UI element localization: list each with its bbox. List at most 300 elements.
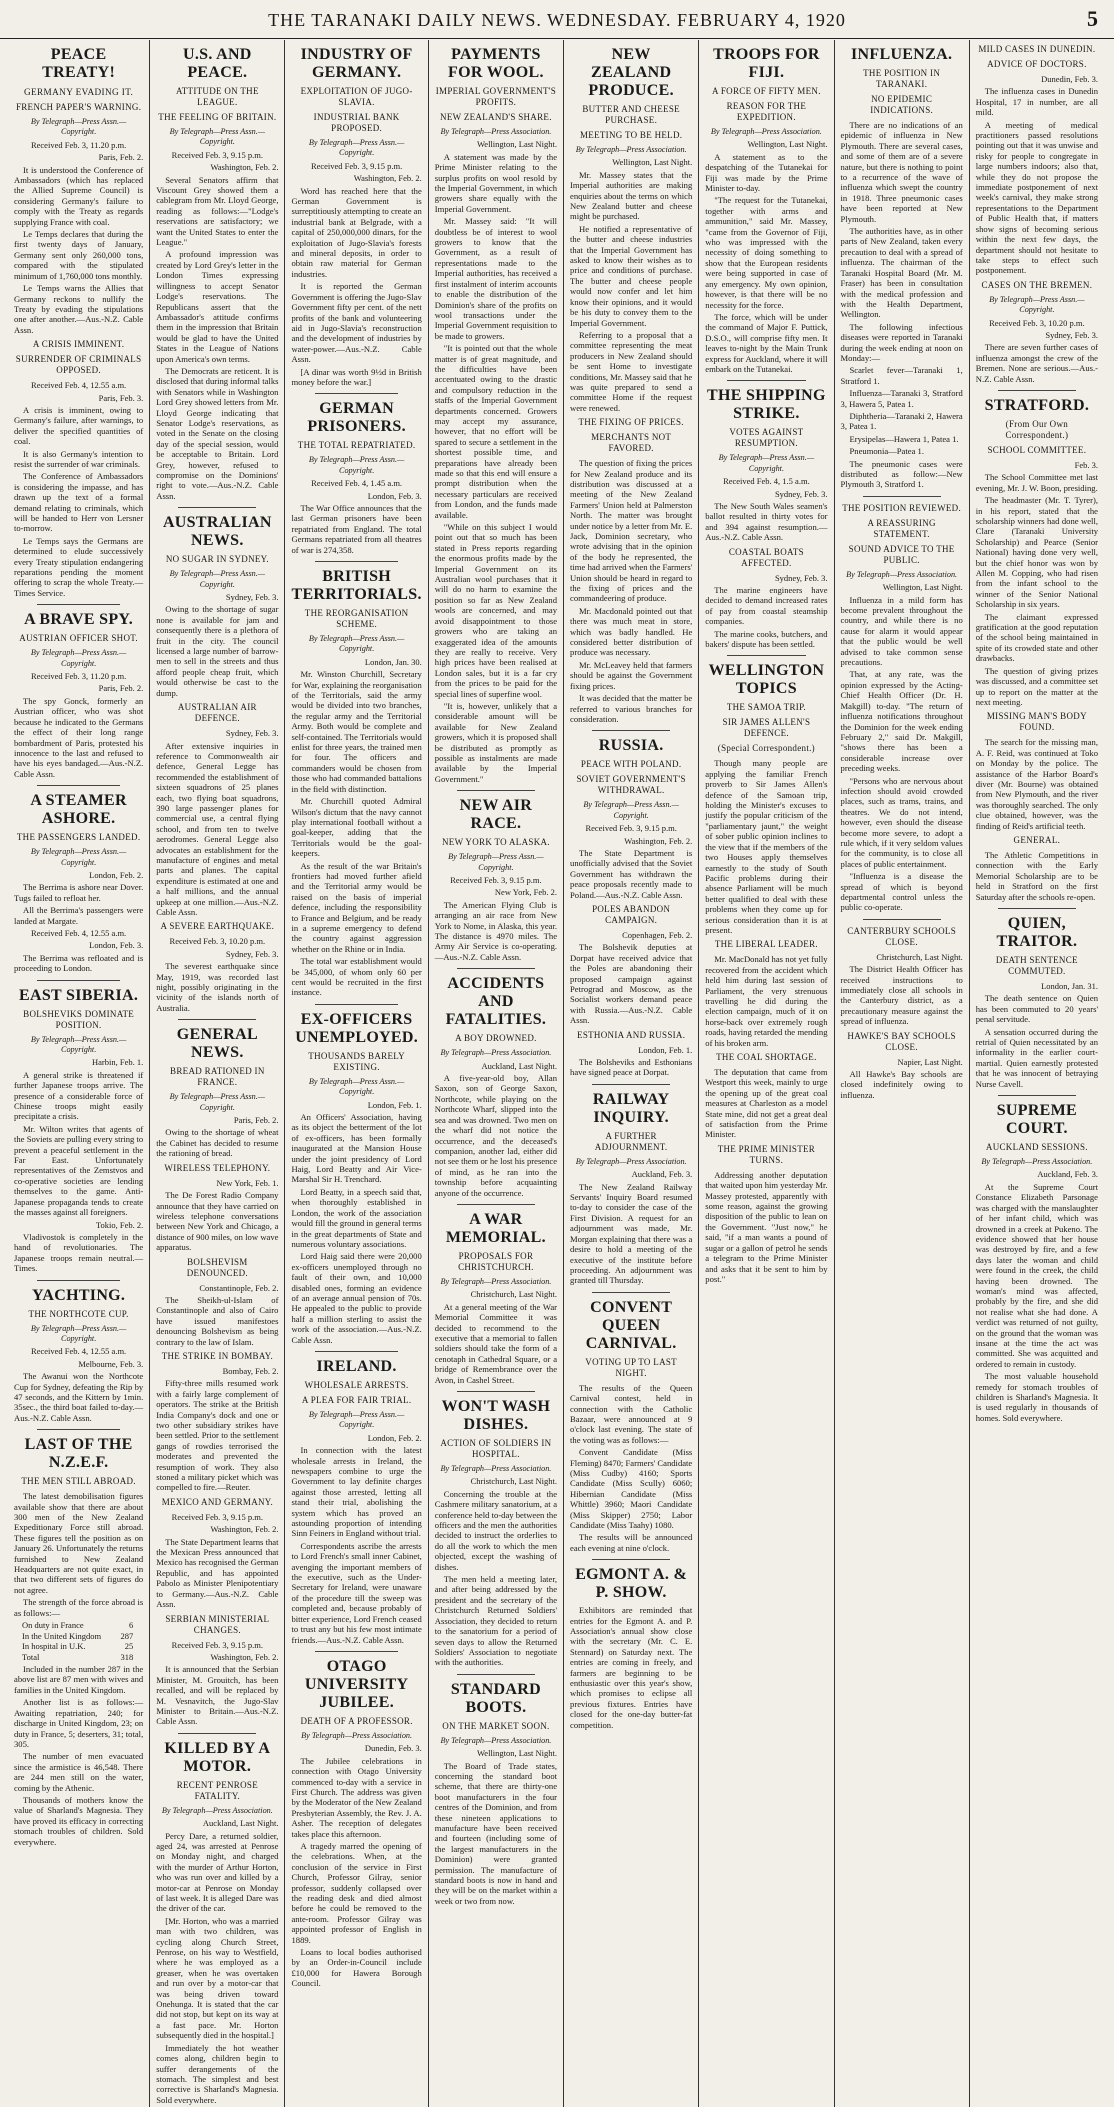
article-divider bbox=[998, 908, 1076, 909]
article-subheading: SOVIET GOVERNMENT'S WITHDRAWAL. bbox=[576, 774, 686, 796]
article-paragraph: It is also Germany's intention to resist the surrender of war criminals. bbox=[14, 448, 144, 469]
byline: By Telegraph—Press Assn.—Copyright. bbox=[308, 138, 405, 158]
article-subheading: GENERAL. bbox=[1013, 834, 1061, 845]
article-paragraph: The headmaster (Mr. T. Tyrer), in his report, stated that the scholarship winners had done well, Clare (Taranaki University Scholarship) and Pearce (Senior National) having done very well, but the chief honor was won by Allen M. Copping, who had risen from the infant school to the winner of the Senior National Scholarship in six years. bbox=[975, 495, 1098, 610]
article-subheading: NEW ZEALAND'S SHARE. bbox=[440, 112, 552, 122]
article-subheading: THE STRIKE IN BOMBAY. bbox=[161, 1350, 273, 1361]
article-paragraph: In connection with the latest wholesale arrests in Ireland, the newspapers combine to urge the Government to lay definite charges against those arrested, letting all stand their trial, abolishing the system which has proved an astounding proportion of intending Sinn Feiners in England without trial. bbox=[291, 1445, 422, 1539]
article-subheading: (From Our Own Correspondent.) bbox=[1005, 418, 1069, 440]
article-divider bbox=[315, 1351, 398, 1352]
article-paragraph: Immediately the hot weather comes along, children begin to suffer derangements of the stomach. The simplest and best corrective is Sharland's Magnesia. Sold everywhere. bbox=[156, 2042, 279, 2105]
byline: By Telegraph—Press Assn.—Copyright. bbox=[169, 127, 266, 147]
article-divider bbox=[37, 980, 120, 981]
dateline: Wellington, Last Night. bbox=[747, 139, 828, 150]
article-headline: A BRAVE SPY. bbox=[24, 611, 134, 629]
article-subheading: DEATH OF A PROFESSOR. bbox=[300, 1715, 413, 1726]
article-headline: U.S. AND PEACE. bbox=[183, 46, 252, 81]
dateline: Wellington, Last Night. bbox=[476, 139, 558, 150]
article-paragraph: The men held a meeting later, and after being addressed by the president and the secretary of the Christchurch Returned Soldiers' Association, they decided to return to the sanatorium for a period of seven days to allow the Returned Soldiers' Association to negotiate with the authorities. bbox=[434, 1574, 558, 1668]
article-paragraph: A statement as to the despatching of the Tutanekai for Fiji was made by the Prime Minister to-day. bbox=[705, 151, 828, 194]
article-paragraph: Influenza—Taranaki 3, Stratford 3, Hawera 5, Patea 1. bbox=[840, 388, 963, 409]
article-headline: RAILWAY INQUIRY. bbox=[592, 1090, 670, 1126]
article-headline: NEW AIR RACE. bbox=[459, 797, 533, 833]
article-paragraph: Vladivostok is completely in the hand of revolutionaries. The Japanese troops remain neutral.—Times. bbox=[14, 1231, 144, 1274]
article-paragraph: "Persons who are nervous about infection should avoid crowded places, such as trams, trains, and theatres. We do not intend, however, even should the disease become more severe, to adopt a rule which, if it very seldom values for the community, is to close all places of public entertainment. bbox=[840, 775, 963, 869]
article-subheading: (Special Correspondent.) bbox=[717, 743, 815, 754]
byline: By Telegraph—Press Association. bbox=[981, 1157, 1093, 1167]
article-paragraph: Concerning the trouble at the Cashmere military sanatorium, at a conference held to-day between the officers and the men the authorities decided to instruct the orderlies to do all the work to which the men objected, except the washing of dishes. bbox=[434, 1488, 558, 1572]
column-1 bbox=[14, 40, 149, 2107]
dateline: Washington, Feb. 2. bbox=[210, 162, 279, 173]
table-value: 318 bbox=[120, 1651, 134, 1662]
article-paragraph: The De Forest Radio Company announce that they have carried on wireless telephone conversations between New York and Chicago, a distance of 900 miles, on low wave apparatus. bbox=[156, 1190, 279, 1253]
byline: By Telegraph—Press Assn.—Copyright. bbox=[169, 569, 266, 589]
article-paragraph: It is announced that the Serbian Minister, M. Grouitch, has been recalled, and will be replaced by M. Vesnavitch, the Jugo-Slav Minister to Britain.—Aus.-N.Z. Cable Assn. bbox=[156, 1664, 279, 1727]
article-headline: PAYMENTS FOR WOOL. bbox=[448, 46, 544, 81]
table-label: In the United Kingdom bbox=[22, 1630, 102, 1641]
article-subheading: MEXICO AND GERMANY. bbox=[161, 1496, 273, 1507]
article-paragraph: The strength of the force abroad is as follows:— bbox=[14, 1597, 144, 1618]
article-paragraph: The question of fixing the prices for New Zealand produce and its distribution was discussed at a meeting of the New Zealand Farmers' Union held at Palmerston North. The matter was brought under notice by a letter from Mr. E. Jack, Dominion secretary, who wrote advising that in the opinion of the body he represented, the time had arrived when the Farmers' Union should be heard in regard to the fixing of prices and the commandeering of produce. bbox=[570, 458, 693, 604]
dateline: London, Feb. 2. bbox=[89, 869, 144, 880]
received-line: Received Feb. 4, 1.45 a.m. bbox=[311, 478, 403, 489]
article-subheading: COASTAL BOATS AFFECTED. bbox=[728, 546, 804, 568]
article-divider bbox=[178, 507, 256, 508]
article-subheading: ADVICE OF DOCTORS. bbox=[987, 59, 1087, 69]
dateline: Paris, Feb. 2. bbox=[98, 152, 144, 163]
byline: By Telegraph—Press Association. bbox=[575, 1156, 687, 1166]
article-subheading: ACTION OF SOLDIERS IN HOSPITAL. bbox=[440, 1438, 552, 1459]
byline: By Telegraph—Press Assn.—Copyright. bbox=[30, 648, 127, 668]
article-paragraph: Word has reached here that the German Government is surreptitiously attempting to create an industrial bank at Belgrade, with a capital of 250,000,000 dinars, for the exploitation of Jugo-Slavia's forests and mineral deposits, in order to obtain raw material for German industries. bbox=[291, 185, 422, 279]
article-divider bbox=[998, 1095, 1076, 1096]
article-subheading: DEATH SENTENCE COMMUTED. bbox=[995, 955, 1078, 976]
article-subheading: FRENCH PAPER'S WARNING. bbox=[15, 102, 142, 112]
byline: By Telegraph—Press Assn.—Copyright. bbox=[308, 1409, 405, 1430]
article-divider bbox=[592, 1559, 670, 1560]
article-paragraph: The severest earthquake since May, 1919, was recorded last night, possibly originating in the vicinity of the islands north of Australia. bbox=[156, 961, 279, 1013]
article-subheading: A BOY DROWNED. bbox=[455, 1033, 537, 1044]
dateline: London, Feb. 3. bbox=[89, 940, 144, 951]
article-paragraph: The Berrima was refloated and is proceeding to London. bbox=[14, 952, 144, 974]
article-paragraph: The State Department learns that the Mexican Press announced that Mexico has recognised the German Republic, and has appointed Pabolo as Minister Plenipotentiary to Germany.—Aus.-N.Z. Cable Assn. bbox=[156, 1536, 279, 1610]
article-paragraph: After extensive inquiries in reference to Commonwealth air defence, General Legge has recommended the establishment of sixteen squadrons of 25 planes each, two flying boat squadrons, 390 large passenger planes for commercial use, a central flying school, and from ten to twelve aerodromes. General Legge also advocates an establishment for the manufacture of engines and metal parts and planes. The capital expenditure is estimated at one and a half millions, and the annual upkeep at one million.—Aus.-N.Z. Cable Assn. bbox=[156, 740, 279, 917]
byline: By Telegraph—Press Association. bbox=[846, 569, 958, 579]
article-headline: OTAGO UNIVERSITY JUBILEE. bbox=[304, 1657, 409, 1711]
dateline: London, Jan. 30. bbox=[364, 656, 422, 667]
article-paragraph: A meeting of medical practitioners passed resolutions pointing out that it was unwise and risky for people to congregate in large numbers indoors; also that, while they do not propose the immediate postponement of next week's carnival, they make strong representations to the Department of Public Health that, if matters show signs of becoming serious within the next few days, the department should not hesitate to take steps to effect such postponement. bbox=[975, 119, 1098, 276]
article-subheading: SURRENDER OF CRIMINALS OPPOSED. bbox=[15, 354, 142, 376]
article-paragraph: Convent Candidate (Miss Fleming) 8470; Farmers' Candidate (Miss Cudby) 4160; Sports Candidate (Miss Scully) 6060; Hibernian Candidate (Miss Whittle) 3960; Maori Candidate (Miss Skipper) 2750; Labor Candidate (Miss Taahy) 1080. bbox=[570, 1447, 693, 1530]
received-line: Received Feb. 3, 9.15 p.m. bbox=[171, 1511, 264, 1522]
article-paragraph: "It is pointed out that the whole matter is of great magnitude, and the difficulties have been accentuated owing to the drastic and compulsory reduction in the staffs of the Imperial Government departments concerned. Growers may accept my assurance, however, that no effort will be spared to secure a settlement in the shortest possible time, and preparations have already been made so that this end will ensure a prompt distribution when the necessary particulars are received from London, and the funds made available. bbox=[434, 343, 558, 520]
article-paragraph: The Board of Trade states, concerning the standard boot scheme, that there are thirty-one boot manufacturers in the four centres of the Dominion, and from these nineteen applications to manufacture have been received and fourteen (including some of the largest manufacturers in the Dominion) were granted permission. The manufacture of standard boots is now in hand and they will be on the market within a week or two from now. bbox=[434, 1760, 558, 1906]
article-headline: IRELAND. bbox=[316, 1357, 397, 1375]
article-subheading: EXPLOITATION OF JUGO-SLAVIA. bbox=[300, 86, 413, 107]
article-headline: THE SHIPPING STRIKE. bbox=[707, 387, 826, 423]
article-subheading: VOTING UP TO LAST NIGHT. bbox=[585, 1356, 677, 1378]
dateline: Feb. 3. bbox=[1074, 459, 1098, 470]
columns-container bbox=[14, 40, 1104, 2105]
article-subheading: NO EPIDEMIC INDICATIONS. bbox=[870, 94, 934, 115]
article-paragraph: Mr. Massey said: "It will doubtless be of interest to wool growers to know that the Government, as a result of representations made to the Imperial authorities, has received a first instalment of interim accounts to enable the distribution of the Dominion's share of the profits on wool transactions under the Imperial Government requisition to be made to growers. bbox=[434, 216, 558, 341]
article-subheading: THE TOTAL REPATRIATED. bbox=[297, 440, 416, 451]
article-subheading: THOUSANDS BARELY EXISTING. bbox=[308, 1050, 405, 1072]
article-subheading: ATTITUDE ON THE LEAGUE. bbox=[175, 86, 259, 107]
dateline: Sydney, Feb. 3. bbox=[225, 948, 279, 959]
received-line: Received Feb. 3, 10.20 p.m. bbox=[989, 317, 1085, 328]
article-subheading: A PLEA FOR FAIR TRIAL. bbox=[301, 1394, 412, 1405]
article-paragraph: The deputation that came from Westport this week, mainly to urge the opening up of the great coal measures at Charleston as a model State mine, did not get a great deal of satisfaction from the Prime Minister. bbox=[705, 1067, 828, 1140]
dateline: Dunedin, Feb. 3. bbox=[1041, 74, 1098, 84]
article-paragraph: The New South Wales seamen's ballot resulted in thirty votes for and 394 against resumption.—Aus.-N.Z. Cable Assn. bbox=[705, 500, 828, 543]
table-label: Total bbox=[22, 1651, 40, 1662]
article-paragraph: [Mr. Horton, who was a married man with two children, was cycling along Church Street, Penrose, on his way to Westfield, where he was employed as a greaser, when he was overtaken and run over by a motor-car that was being driven toward Onehunga. It is stated that the car did not stop, but kept on its way at a fast pace. Mr. Horton subsequently died in the hospital.] bbox=[156, 1915, 279, 2041]
dateline: Christchurch, Last Night. bbox=[876, 951, 963, 962]
dateline: Auckland, Feb. 3. bbox=[631, 1169, 693, 1180]
dateline: Bombay, Feb. 2. bbox=[222, 1365, 279, 1376]
byline: By Telegraph—Press Assn.—Copyright. bbox=[448, 852, 544, 872]
article-headline: A STEAMER ASHORE. bbox=[30, 792, 127, 828]
article-divider bbox=[727, 655, 805, 656]
column-3 bbox=[284, 40, 427, 2107]
article-paragraph: As the result of the war Britain's frontiers had moved further afield and the Territorial army would be raised on the basis of imperial defence, including the responsibility to France and Belgium, and be ready in a supreme emergency to defend the country against aggression whether on the Rhine or in India. bbox=[291, 860, 422, 954]
article-paragraph: The Awanui won the Northcote Cup for Sydney, defeating the Rip by 47 seconds, and the Kittern by 1min. 35sec., the third boat failed to-day.—Aus.-N.Z. Cable Assn. bbox=[14, 1371, 144, 1423]
article-subheading: MEETING TO BE HELD. bbox=[579, 130, 683, 140]
dateline: Washington, Feb. 2. bbox=[210, 1651, 279, 1662]
dateline: London, Feb. 1. bbox=[638, 1044, 693, 1055]
article-paragraph: The Athletic Competitions in connection with the Early Memorial Scholarship are to be held in Stratford on the first Saturday after the schools re-open. bbox=[975, 849, 1098, 902]
dateline: Paris, Feb. 3. bbox=[98, 392, 144, 403]
article-paragraph: The marine cooks, butchers, and bakers' dispute has been settled. bbox=[705, 628, 828, 650]
article-subheading: REASON FOR THE EXPEDITION. bbox=[726, 101, 807, 122]
article-subheading: MERCHANTS NOT FAVORED. bbox=[591, 432, 672, 454]
table-value: 6 bbox=[128, 1620, 134, 1631]
dateline: Melbourne, Feb. 3. bbox=[78, 1358, 144, 1369]
dateline: London, Feb. 1. bbox=[367, 1099, 422, 1110]
dateline: Washington, Feb. 2. bbox=[210, 1524, 279, 1535]
article-subheading: AUCKLAND SESSIONS. bbox=[985, 1142, 1088, 1153]
article-headline: TROOPS FOR FIJI. bbox=[713, 46, 820, 81]
article-paragraph: Addressing another deputation that waited upon him yesterday Mr. Massey protested, apparently with some reason, against the growing disposition of the public to lean on the Government. "Just now," he said, "if a man wants a pound of sugar or a gallon of petrol he sends a telegram to the Prime Minister and asks that it be sent to him by post." bbox=[705, 1169, 828, 1284]
article-paragraph: The Bolsheviks and Esthonians have signed peace at Dorpat. bbox=[570, 1057, 693, 1078]
received-line: Received Feb. 4, 12.55 a.m. bbox=[31, 1346, 127, 1357]
byline: By Telegraph—Press Assn.—Copyright. bbox=[583, 800, 679, 820]
article-subheading: THE COAL SHORTAGE. bbox=[716, 1052, 817, 1062]
article-subheading: A FURTHER ADJOURNMENT. bbox=[594, 1130, 668, 1152]
column-7 bbox=[834, 40, 969, 2107]
byline: By Telegraph—Press Assn.—Copyright. bbox=[718, 453, 815, 473]
article-headline: QUIEN, TRAITOR. bbox=[996, 915, 1078, 950]
article-paragraph: The New Zealand Railway Servants' Inquiry Board resumed to-day to consider the case of the First Division. A request for an adjournment was made, Mr. Morgan explaining that there was a desire to hold a meeting of the executive of the institute before proceeding. An adjournment was granted till Thursday. bbox=[570, 1181, 693, 1286]
byline: By Telegraph—Press Association. bbox=[440, 1735, 552, 1745]
article-paragraph: Percy Dare, a returned soldier, aged 24, was arrested at Penrose on Monday night, and charged with the murder of Arthur Horton, who was run over and killed by a motor-car at Penrose on Monday of last week. It is alleged Dare was the driver of the car. bbox=[156, 1830, 279, 1914]
byline: By Telegraph—Press Assn.—Copyright. bbox=[30, 847, 127, 867]
article-paragraph: The Democrats are reticent. It is disclosed that during informal talks with Senators while in Washington Lord Grey showed letters from Mr. Lloyd George indicating that Senator Lodge's reservations, as voted in the Senate on the closing day of the special session, would be acceptable to Britain. Lord Grey, however, refused to compromise on the Dominions' right to vote.—Aus.-N.Z. Cable Assn. bbox=[156, 365, 279, 501]
article-divider bbox=[315, 1651, 398, 1652]
article-paragraph: A general strike is threatened if further Japanese troops arrive. The presence of a considerable force of Chinese troops might easily precipitate a crisis. bbox=[14, 1069, 144, 1122]
article-paragraph: A five-year-old boy, Allan Saxon, son of George Saxon, Northcote, while playing on the Northcote Wharf, slipped into the sea and was drowned. Two men on the wharf did not notice the occurrence, and the deceased's companion, another lad, either did not see them or he lost his presence of mind, as he ran into the township before acquainting anyone of the occurrence. bbox=[434, 1073, 558, 1198]
article-paragraph: The School Committee met last evening, Mr. J. W. Boon, presiding. bbox=[975, 472, 1098, 493]
dateline: Washington, Feb. 2. bbox=[624, 835, 693, 846]
article-paragraph: Another list is as follows:—Awaiting repatriation, 240; for discharge in United Kingdom, 23; on duty in France, 5; deserters, 31; total, 305. bbox=[14, 1697, 144, 1749]
article-subheading: CASES ON THE BREMEN. bbox=[981, 279, 1093, 290]
article-headline: WELLINGTON TOPICS bbox=[708, 662, 825, 698]
article-paragraph: Mr. Winston Churchill, Secretary for War, explaining the reorganisation of the Territorials, said the army would be divided into two branches, the regular army and the Territorial Army. Both would be complete and self-contained. The Territorials would enlist for three years, the trained men for four. The officers and commanders would be chosen from those who had commanded battalions in the field with distinction. bbox=[291, 669, 422, 794]
article-subheading: THE MEN STILL ABROAD. bbox=[21, 1476, 136, 1487]
received-line: Received Feb. 3, 10.20 p.m. bbox=[169, 936, 266, 947]
article-subheading: VOTES AGAINST RESUMPTION. bbox=[729, 427, 804, 449]
article-paragraph: Fifty-three mills resumed work with a fairly large complement of operators. The strike at the British India Company's dock and one or two other subsidiary strikes have been settled. Prior to the settlement gangs of rowdies terrorised the moderates and prevented the resumption of work. They also stoned a military picket which was compelled to fire.—Reuter. bbox=[156, 1378, 279, 1493]
received-line: Received Feb. 4, 1.5 a.m. bbox=[723, 476, 810, 487]
article-paragraph: Thousands of mothers know the value of Sharland's Magnesia. They have proved its efficacy in correcting stomach troubles of children. Sold everywhere. bbox=[14, 1794, 144, 1847]
article-paragraph: The Conference of Ambassadors is considering the impasse, and has drawn up the text of a formal demand relating to criminals, which will be handed to Herr von Lersner to-morrow. bbox=[14, 471, 144, 534]
article-headline: GENERAL NEWS. bbox=[176, 1026, 258, 1062]
received-line: Received Feb. 3, 11.20 p.m. bbox=[30, 671, 127, 682]
article-paragraph: Lord Haig said there were 20,000 ex-officers unemployed through no fault of their own, and 10,000 disabled ones, forming an evidence of an average annual pension of 70s. He appealed to the public to provide half a million sterling to assist the work of the association.—Aus.-N.Z. Cable Assn. bbox=[291, 1251, 422, 1345]
article-subheading: PEACE WITH POLAND. bbox=[580, 759, 682, 770]
article-paragraph: The Jubilee celebrations in connection with Otago University commenced to-day with a service in First Church. The address was given by the Moderator of the New Zealand Presbyterian Assembly, the Rev. J. A. Asher. The reception of delegates takes place this afternoon. bbox=[291, 1755, 422, 1839]
article-paragraph: Pneumonia—Patea 1. bbox=[849, 446, 924, 457]
article-subheading: MILD CASES IN DUNEDIN. bbox=[978, 44, 1096, 54]
article-subheading: AUSTRIAN OFFICER SHOT. bbox=[19, 633, 138, 644]
dateline: Constantinople, Feb. 2. bbox=[199, 1282, 279, 1293]
byline: By Telegraph—Press Assn.—Copyright. bbox=[308, 634, 405, 654]
article-paragraph: The latest demobilisation figures available show that there are about 300 men of the New Zealand Expeditionary Force still abroad. These figures tell the position as on January 26. Unfortunately the returns furnished to New Zealand Headquarters are not quite exact, in that two different sets of figures do not agree. bbox=[14, 1491, 144, 1595]
article-divider bbox=[315, 393, 398, 394]
article-subheading: THE NORTHCOTE CUP. bbox=[28, 1308, 129, 1319]
article-headline: ACCIDENTS AND FATALITIES. bbox=[445, 975, 547, 1029]
article-paragraph: The spy Gonck, formerly an Austrian officer, who was shot because he indicated to the Germans the effect of their long range bombardment of Paris, protested his innocence to the last and refused to have his eyes bandaged.—Aus.-N.Z. Cable Assn. bbox=[14, 695, 144, 779]
dateline: Tokio, Feb. 2. bbox=[95, 1219, 144, 1230]
article-paragraph: Referring to a proposal that a committee representing the meat producers in New Zealand should be sent Home to investigate conditions, Mr. Massey said that he was quite prepared to send a committee Home if the request were renewed. bbox=[570, 329, 693, 413]
article-paragraph: The War Office announces that the last German prisoners have been repatriated from England. The total Germans repatriated from all theatres of war is 274,358. bbox=[291, 502, 422, 555]
dateline: Sydney, Feb. 3. bbox=[225, 592, 279, 603]
table-value: 287 bbox=[120, 1630, 134, 1641]
article-headline: EX-OFFICERS UNEMPLOYED. bbox=[295, 1010, 419, 1046]
dateline: Sydney, Feb. 3. bbox=[774, 488, 828, 499]
article-paragraph: The death sentence on Quien has been commuted to 20 years' penal servitude. bbox=[975, 993, 1098, 1025]
dateline: Auckland, Last Night. bbox=[202, 1818, 279, 1829]
article-paragraph: Owing to the shortage of sugar none is available for jam and consequently there is a plethora of fruit in the city. The council licensed a large number of barrow-men to sell in the streets and thus afford people cheap fruit, which would otherwise be cast to the dump. bbox=[156, 604, 279, 698]
dateline: Harbin, Feb. 1. bbox=[92, 1057, 144, 1068]
article-headline: EAST SIBERIA. bbox=[19, 986, 139, 1004]
article-paragraph: The total war establishment would be 345,000, of whom only 60 per cent would be recruited in the first instance. bbox=[291, 956, 422, 998]
article-subheading: A REASSURING STATEMENT. bbox=[867, 517, 936, 539]
article-headline: NEW ZEALAND PRODUCE. bbox=[588, 46, 674, 99]
article-divider bbox=[592, 1084, 670, 1085]
dateline: Washington, Feb. 2. bbox=[353, 173, 422, 184]
dateline: Christchurch, Last Night. bbox=[470, 1289, 558, 1300]
byline: By Telegraph—Press Assn.—Copyright. bbox=[30, 117, 127, 137]
article-subheading: THE POSITION REVIEWED. bbox=[842, 502, 962, 513]
article-paragraph: Diphtheria—Taranaki 2, Hawera 3, Patea 1. bbox=[840, 410, 963, 432]
article-subheading: THE FIXING OF PRICES. bbox=[578, 417, 684, 428]
article-paragraph: Le Temps declares that during the first twenty days of January, Germany sent only 260,000 tons, compared with the stipulated minimum of 1,760,000 tons monthly. bbox=[14, 229, 144, 281]
article-paragraph: At the Supreme Court Constance Elizabeth Parsonage was charged with the manslaughter of her infant child, which was drowned in a creek at Pukeno. The evidence showed that her house was destroyed by fire, and a few days later the woman and child were found in the creek, the child having been drowned. The woman's mind was affected, probably by the fire, and she did not realise what she had done. A verdict was returned of not guilty, on the ground that the woman was insane at the time the act was committed. She was acquitted and ordered to remain in custody. bbox=[975, 1181, 1098, 1369]
article-subheading: AUSTRALIAN AIR DEFENCE. bbox=[177, 702, 257, 724]
column-2 bbox=[149, 40, 284, 2107]
article-divider bbox=[998, 390, 1076, 391]
article-paragraph: Le Temps warns the Allies that Germany reckons to nullify the Treaty by evading the stipulations one after another.—Aus.-N.Z. Cable Assn. bbox=[14, 283, 144, 335]
article-paragraph: He notified a representative of the butter and cheese industries that the Imperial Government has asked to know their wishes as to price and conditions of purchase. The butter and cheese people would now confer and let him know their opinions, and it would be his duty to convey them to the Imperial Government. bbox=[570, 223, 693, 328]
article-paragraph: Several Senators affirm that Viscount Grey showed them a cablegram from Mr. Lloyd George, reading as follows:—"Lodge's reservations are satisfactory; we want the United States to enter the League." bbox=[156, 174, 279, 248]
article-subheading: WHOLESALE ARRESTS. bbox=[304, 1379, 409, 1390]
article-paragraph: "Influenza is a disease the spread of which is beyond departmental control unless the public co-operate. bbox=[840, 871, 963, 913]
article-subheading: MISSING MAN'S BODY FOUND. bbox=[986, 711, 1087, 733]
article-paragraph: The Bolshevik deputies at Dorpat have received advice that the Poles are abandoning their proposed campaign against Petrograd and Moscow, as the Socialist workers demand peace with Russia.—Aus.-N.Z. Cable Assn. bbox=[570, 942, 693, 1026]
article-headline: BRITISH TERRITORIALS. bbox=[291, 568, 422, 603]
dateline: Auckland, Last Night. bbox=[481, 1060, 558, 1071]
article-headline: RUSSIA. bbox=[598, 737, 664, 755]
received-line: Received Feb. 3, 9.15 p.m. bbox=[310, 160, 403, 171]
dateline: Paris, Feb. 2. bbox=[233, 1115, 279, 1126]
dateline: Sydney, Feb. 3. bbox=[774, 572, 828, 583]
byline: By Telegraph—Press Association. bbox=[575, 145, 687, 154]
article-headline: STRATFORD. bbox=[984, 396, 1090, 414]
dateline: Wellington, Last Night. bbox=[476, 1748, 558, 1759]
article-paragraph: Mr. Churchill quoted Admiral Wilson's dictum that the navy cannot play international football without a goal-keeper, adding that the Territorials would be the goal-keepers. bbox=[291, 796, 422, 859]
byline: By Telegraph—Press Association. bbox=[301, 1730, 413, 1740]
column-5 bbox=[563, 40, 698, 2107]
byline: By Telegraph—Press Assn.—Copyright. bbox=[308, 1076, 405, 1097]
received-line: Received Feb. 4, 12.55 a.m. bbox=[31, 380, 127, 391]
article-divider bbox=[592, 1292, 670, 1293]
article-divider bbox=[863, 496, 941, 497]
dateline: Napier, Last Night. bbox=[897, 1056, 963, 1067]
article-paragraph: Le Temps says the Germans are determined to elude successively every Treaty stipulation endangering reparations pending the moment offering to scrap the whole Treaty.—Times Service. bbox=[14, 535, 144, 598]
article-paragraph: The following infectious diseases were reported in Taranaki during the week ending at noon on Monday:— bbox=[840, 321, 963, 363]
article-paragraph: At a general meeting of the War Memorial Committee it was decided to recommend to the executive that a memorial to fallen soldiers should take the form of a cenotaph in Cathedral Square, or a bridge of Remembrance over the Avon, in Cashel Street. bbox=[434, 1301, 558, 1385]
article-paragraph: Owing to the shortage of wheat the Cabinet has decided to resume the rationing of bread. bbox=[156, 1127, 279, 1159]
article-headline: CONVENT QUEEN CARNIVAL. bbox=[585, 1298, 677, 1352]
article-paragraph: Though many people are applying the familiar French proverb to Sir James Allen's defence of the Samoan trip, holding the Minister's excuses to justify the popular criticism of the "parliamentary jaunt," the weight of sober public opinion inclines to the view that if the members of the two Houses apply themselves earnestly to the study of South Pacific problems during their absence Parliament will be much better qualified to deal with these problems when they come up for serious consideration than it is at present. bbox=[705, 758, 828, 935]
article-paragraph: The pneumonic cases were distributed as follow:—New Plymouth 3, Stratford 1. bbox=[840, 458, 963, 490]
article-subheading: SIR JAMES ALLEN'S DEFENCE. bbox=[722, 717, 811, 739]
article-divider bbox=[37, 604, 120, 605]
article-paragraph: A tragedy marred the opening of the celebrations. When, at the conclusion of the service in First Church, Professor Gilray, senior professor, suddenly collapsed over the reading desk and died almost before he could be removed to the ante-room. Professor Gilray was appointed professor of English in 1889. bbox=[291, 1840, 422, 1945]
column-6 bbox=[698, 40, 833, 2107]
article-paragraph: Scarlet fever—Taranaki 1, Stratford 1. bbox=[840, 365, 963, 386]
article-headline: YACHTING. bbox=[31, 1286, 126, 1304]
article-paragraph: The force, which will be under the command of Major F. Puttick, D.S.O., will comprise fifty men. It leaves to-night by the Main Trunk express for Auckland, where it will embark on the Tutanekai. bbox=[705, 311, 828, 374]
received-line: Received Feb. 3, 9.15 p.m. bbox=[585, 823, 677, 834]
masthead-title: THE TARANAKI DAILY NEWS. WEDNESDAY. FEBRUARY 4, 1920 bbox=[268, 10, 846, 30]
article-divider bbox=[592, 730, 670, 731]
article-paragraph: Mr. MacDonald has not yet fully recovered from the accident which held him during last session of Parliament, the very strenuous travelling he did during the election campaign, much of it on horse-back over extremely rough roads, having retarded the mending of his broken arm. bbox=[705, 954, 828, 1048]
byline: By Telegraph—Press Assn.—Copyright. bbox=[308, 455, 405, 475]
dateline: Wellington, Last Night. bbox=[882, 582, 963, 593]
article-subheading: INDUSTRIAL BANK PROPOSED. bbox=[313, 112, 400, 133]
article-paragraph: It was decided that the matter be referred to various branches for consideration. bbox=[570, 693, 693, 724]
article-paragraph: The Berrima is ashore near Dover. Tugs failed to refloat her. bbox=[14, 882, 144, 903]
dateline: New York, Feb. 2. bbox=[494, 887, 558, 898]
dateline: London, Jan. 31. bbox=[1041, 981, 1098, 991]
article-subheading: THE FEELING OF BRITAIN. bbox=[158, 112, 277, 122]
article-paragraph: "While on this subject I would point out that so much has been stated in Press reports regarding the enormous profits made by the Imperial Government on its Australian wool purchases that it will do no harm to examine the position so far as New Zealand wools are concerned, and may avoid disappointment to those growers who are taking an exaggerated idea of the amounts they are really to receive. Very high prices have been realised at London sales, but it is a far cry from the prices to be paid for the special lines of superfine wool. bbox=[434, 522, 558, 699]
article-divider bbox=[863, 919, 941, 920]
article-subheading: THE REORGANISATION SCHEME. bbox=[304, 608, 409, 629]
article-paragraph: There are no indications of an epidemic of influenza in New Plymouth. There are several cases, and some of them are of a severe nature, but there is nothing to point to a recurrence of the wave of influenza which swept the country in 1918. Three pneumonic cases have been reported at New Plymouth. bbox=[840, 120, 963, 224]
dateline: London, Feb. 2. bbox=[367, 1432, 422, 1443]
article-subheading: POLES ABANDON CAMPAIGN. bbox=[592, 903, 671, 925]
article-paragraph: That, at any rate, was the opinion expressed by the Acting-Chief Health Officer (Dr. H. Makgill) to-day. "The return of influenza notifications throughout the Dominion for the week ending February 2," said Dr. Makgill, "shows there has been a considerable increase over preceding weeks. bbox=[840, 669, 963, 774]
received-line: Received Feb. 3, 11.20 p.m. bbox=[30, 139, 127, 150]
byline: By Telegraph—Press Association. bbox=[710, 127, 822, 136]
dateline: Auckland, Feb. 3. bbox=[1037, 1169, 1098, 1180]
article-paragraph: A sensation occurred during the retrial of Quien necessitated by an informality in the earlier court-martial. Quien earnestly protested that he was innocent of betraying Nurse Cavell. bbox=[975, 1026, 1098, 1089]
byline: By Telegraph—Press Association. bbox=[440, 1048, 552, 1058]
article-paragraph: All the Berrima's passengers were landed at Margate. bbox=[14, 905, 144, 926]
page-number: 5 bbox=[1087, 6, 1098, 31]
article-headline: A WAR MEMORIAL. bbox=[445, 1210, 546, 1246]
article-paragraph: A statement was made by the Prime Minister relating to the surplus profits on wool resold by the Imperial Government, in which growers share equally with the Imperial Government. bbox=[434, 151, 558, 214]
article-headline: LAST OF THE N.Z.E.F. bbox=[24, 1436, 133, 1472]
dateline: Paris, Feb. 2. bbox=[98, 683, 144, 694]
article-divider bbox=[315, 1004, 398, 1005]
dateline: Dunedin, Feb. 3. bbox=[364, 1743, 422, 1754]
article-divider bbox=[727, 380, 805, 381]
article-paragraph: The State Department is unofficially advised that the Soviet Government has withdrawn the peace proposals recently made to Poland.—Aus.-N.Z. Cable Assn. bbox=[570, 847, 693, 900]
article-subheading: GERMANY EVADING IT. bbox=[23, 87, 134, 97]
article-subheading: BOLSHEVIKS DOMINATE POSITION. bbox=[23, 1008, 135, 1030]
article-subheading: SERBIAN MINISTERIAL CHANGES. bbox=[165, 1613, 270, 1635]
article-subheading: NEW YORK TO ALASKA. bbox=[441, 837, 550, 848]
received-line: Received Feb. 3, 9.15 p.m. bbox=[171, 149, 264, 160]
dateline: Copenhagen, Feb. 2. bbox=[622, 929, 693, 940]
dateline: Sydney, Feb. 3. bbox=[225, 728, 279, 739]
article-paragraph: "It is, however, unlikely that a considerable amount will be available for New Zealand growers, which it is proposed shall be distributed as promptly as possible as instalments are made available by the Imperial Government." bbox=[434, 700, 558, 784]
figures-table bbox=[22, 1620, 143, 1662]
article-paragraph: All Hawke's Bay schools are closed indefinitely owing to influenza. bbox=[840, 1069, 963, 1100]
article-paragraph: The results of the Queen Carnival contest, held in connection with the Catholic Bazaar, were announced at 9 o'clock last evening. The state of the voting was as follows:— bbox=[570, 1382, 693, 1445]
article-paragraph: Exhibitors are reminded that entries for the Egmont A. and P. Association's annual show close with the secretary (Mr. C. E. Stennard) on Saturday next. The entries are coming in freely, and farmers are beginning to be enthusiastic over this year's show, which promises to eclipse all previous fixtures. Entries have closed for the one-day butter-fat competition. bbox=[570, 1605, 693, 1730]
article-paragraph: Influenza in a mild form has become prevalent throughout the country, and while there is no cause for alarm it would appear that the public would be well advised to take common sense precautions. bbox=[840, 594, 963, 668]
article-subheading: BOLSHEVISM DENOUNCED. bbox=[186, 1256, 248, 1278]
article-divider bbox=[457, 968, 535, 969]
dateline: Wellington, Last Night. bbox=[612, 157, 693, 168]
article-subheading: NO SUGAR IN SYDNEY. bbox=[165, 554, 269, 565]
article-divider bbox=[37, 785, 120, 786]
article-paragraph: The American Flying Club is arranging an air race from New York to Nome, in Alaska, this year. The distance is 4970 miles. The Army Air Service is co-operating.—Aus.-N.Z. Cable Assn. bbox=[434, 899, 558, 962]
article-subheading: SCHOOL COMMITTEE. bbox=[987, 444, 1087, 455]
article-divider bbox=[37, 1280, 120, 1281]
article-headline: INFLUENZA. bbox=[851, 46, 953, 63]
table-label: On duty in France bbox=[22, 1620, 84, 1631]
column-4 bbox=[428, 40, 563, 2107]
article-headline: INDUSTRY OF GERMANY. bbox=[300, 46, 413, 81]
article-subheading: A SEVERE EARTHQUAKE. bbox=[160, 921, 275, 932]
column-8 bbox=[969, 40, 1104, 2107]
article-paragraph: [A dinar was worth 9½d in British money before the war.] bbox=[291, 366, 422, 387]
article-paragraph: Mr. McLeavey held that farmers should be against the Government fixing prices. bbox=[570, 659, 693, 691]
article-subheading: THE PRIME MINISTER TURNS. bbox=[717, 1143, 816, 1165]
article-paragraph: The claimant expressed gratification at the good reputation of the school being maintained in spite of its crowded state and other drawbacks. bbox=[975, 611, 1098, 664]
article-paragraph: It is understood the Conference of Ambassadors (which has replaced the Allied Supreme Council) is considering Germany's failure to comply with the Treaty as regards supplying France with coal. bbox=[14, 164, 144, 227]
article-paragraph: "The request for the Tutanekai, together with arms and ammunition," said Mr. Massey, "came from the Governor of Fiji, who was impressed with the necessity of doing something to show that the European residents were being supported in case of any emergency. My own opinion, however, is that there will be no necessity for the force. bbox=[705, 195, 828, 310]
article-headline: GERMAN PRISONERS. bbox=[307, 400, 406, 436]
article-paragraph: An Officers' Association, having as its object the betterment of the lot of ex-officers, has been formally inaugurated at the Mansion House under the joint presidency of Lord Haig, Lord Beatty and Air Vice-Marshal Sir H. Trenchard. bbox=[291, 1112, 422, 1185]
received-line: Received Feb. 3, 9.15 p.m. bbox=[171, 1639, 264, 1650]
article-divider bbox=[457, 1391, 535, 1392]
byline: By Telegraph—Press Association. bbox=[161, 1805, 273, 1815]
article-subheading: ON THE MARKET SOON. bbox=[442, 1720, 550, 1731]
article-subheading: IMPERIAL GOVERNMENT'S PROFITS. bbox=[435, 86, 557, 107]
article-paragraph: The Sheikh-ul-Islam of Constantinople and also of Cairo have issued manifestoes denouncing Bolshevism as being contrary to the law of Islam. bbox=[156, 1294, 279, 1347]
byline: By Telegraph—Press Assn.—Copyright. bbox=[30, 1323, 127, 1343]
article-divider bbox=[315, 561, 398, 562]
article-paragraph: The number of men evacuated since the armistice is 46,548. There are 244 men still on the water, coming by the Athenic. bbox=[14, 1751, 144, 1793]
